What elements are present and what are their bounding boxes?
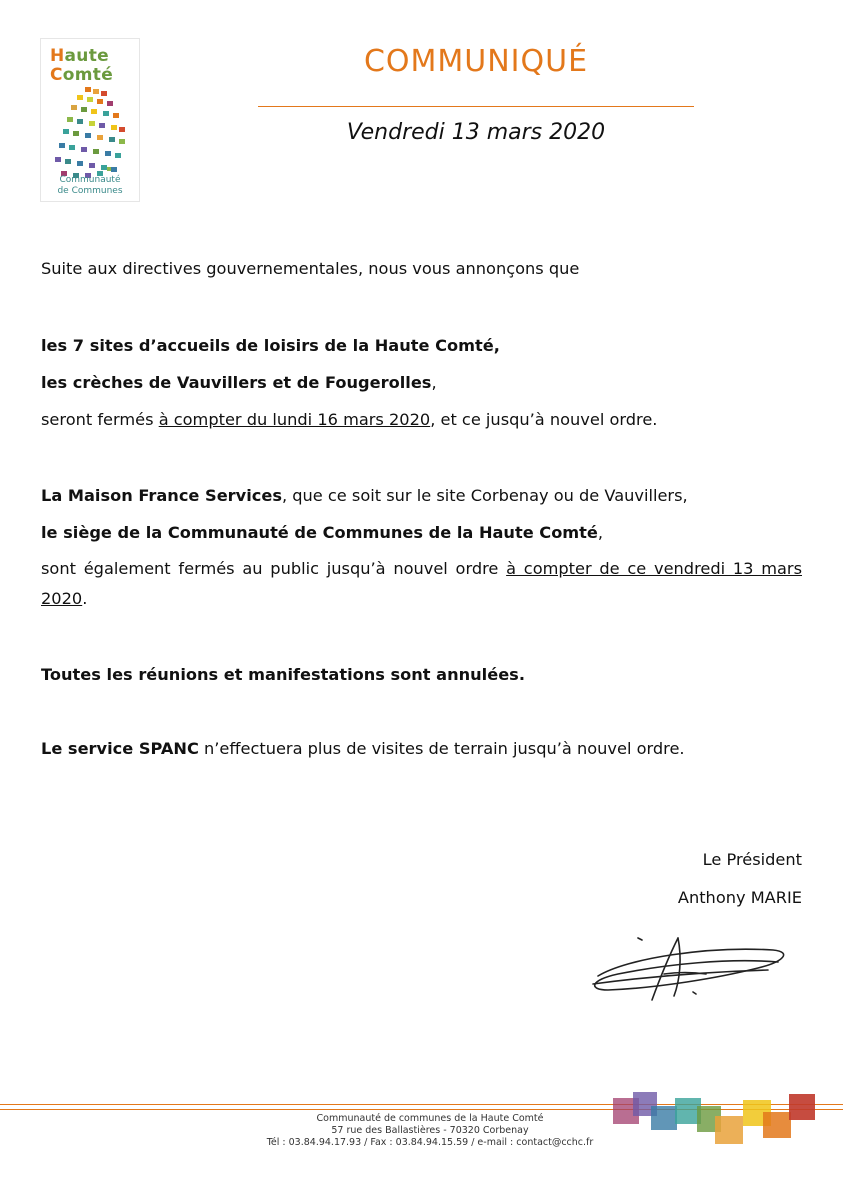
p1-l3-a: seront fermés [41,410,159,429]
footer-line-3: Tél : 03.84.94.17.93 / Fax : 03.84.94.15.59 / e-mail : contact@cchc.fr [266,1137,594,1148]
logo-sub-2: de Communes [57,186,123,196]
intro-text: Suite aux directives gouvernementales, nous vous annonçons que [41,259,580,278]
p2-l3-b: . [82,589,88,608]
footer-color-squares [605,1088,820,1148]
p1-l1-bold: les 7 sites d’accueils de loisirs de la Haute Comté, [41,336,500,355]
footer-line-1: Communauté de communes de la Haute Comté [316,1113,544,1124]
paragraph-2-line-3 [41,554,802,614]
logo-line-2: Comté [50,65,114,85]
footer-line-2: 57 rue des Ballastières - 70320 Corbenay [331,1125,529,1136]
p2-l2-bold: le siège de la Communauté de Communes de la Haute Comté [41,523,598,542]
document-date: Vendredi 13 mars 2020 [346,120,606,145]
p1-l3-underlined: à compter du lundi 16 mars 2020 [158,410,431,429]
paragraph-2-line-1 [41,485,802,507]
signature-name: Anthony MARIE [677,888,802,907]
p4-bold: Le service SPANC [41,739,199,758]
p1-l3-b: , et ce jusqu’à nouvel ordre. [430,410,658,429]
paragraph-4 [41,738,802,760]
paragraph-1-line-3 [41,409,802,431]
p2-l2-end: , [597,523,604,542]
p1-l2-bold: les crèches de Vauvillers et de Fougerolles [41,373,432,392]
p1-l2-end: , [431,373,437,392]
p2-l3-underlined: à compter de ce vendredi 13 mars 2020 [41,559,802,608]
paragraph-3 [41,664,802,686]
p2-l1-rest: , que ce soit sur le site Corbenay ou de Vauvillers, [281,486,688,505]
p4-rest: n’effectuera plus de visites de terrain jusqu’à nouvel ordre. [198,739,685,758]
paragraph-1-line-2 [41,372,802,394]
signature-role: Le Président [702,850,802,869]
logo [40,38,140,202]
p2-l1-bold: La Maison France Services [41,486,282,505]
paragraph-1-line-1 [41,335,802,357]
page-title: COMMUNIQUÉ [363,44,589,79]
p3-bold: Toutes les réunions et manifestations sont annulées. [41,665,525,684]
logo-line-1: Haute [50,46,109,66]
p2-l3-a: sont également fermés au public jusqu’à nouvel ordre [41,559,507,578]
paragraph-2-line-2 [41,522,802,544]
footer-address [230,1113,630,1149]
logo-sub-1: Communauté [59,175,121,185]
handwritten-signature [568,928,798,1008]
title-divider [258,106,694,107]
